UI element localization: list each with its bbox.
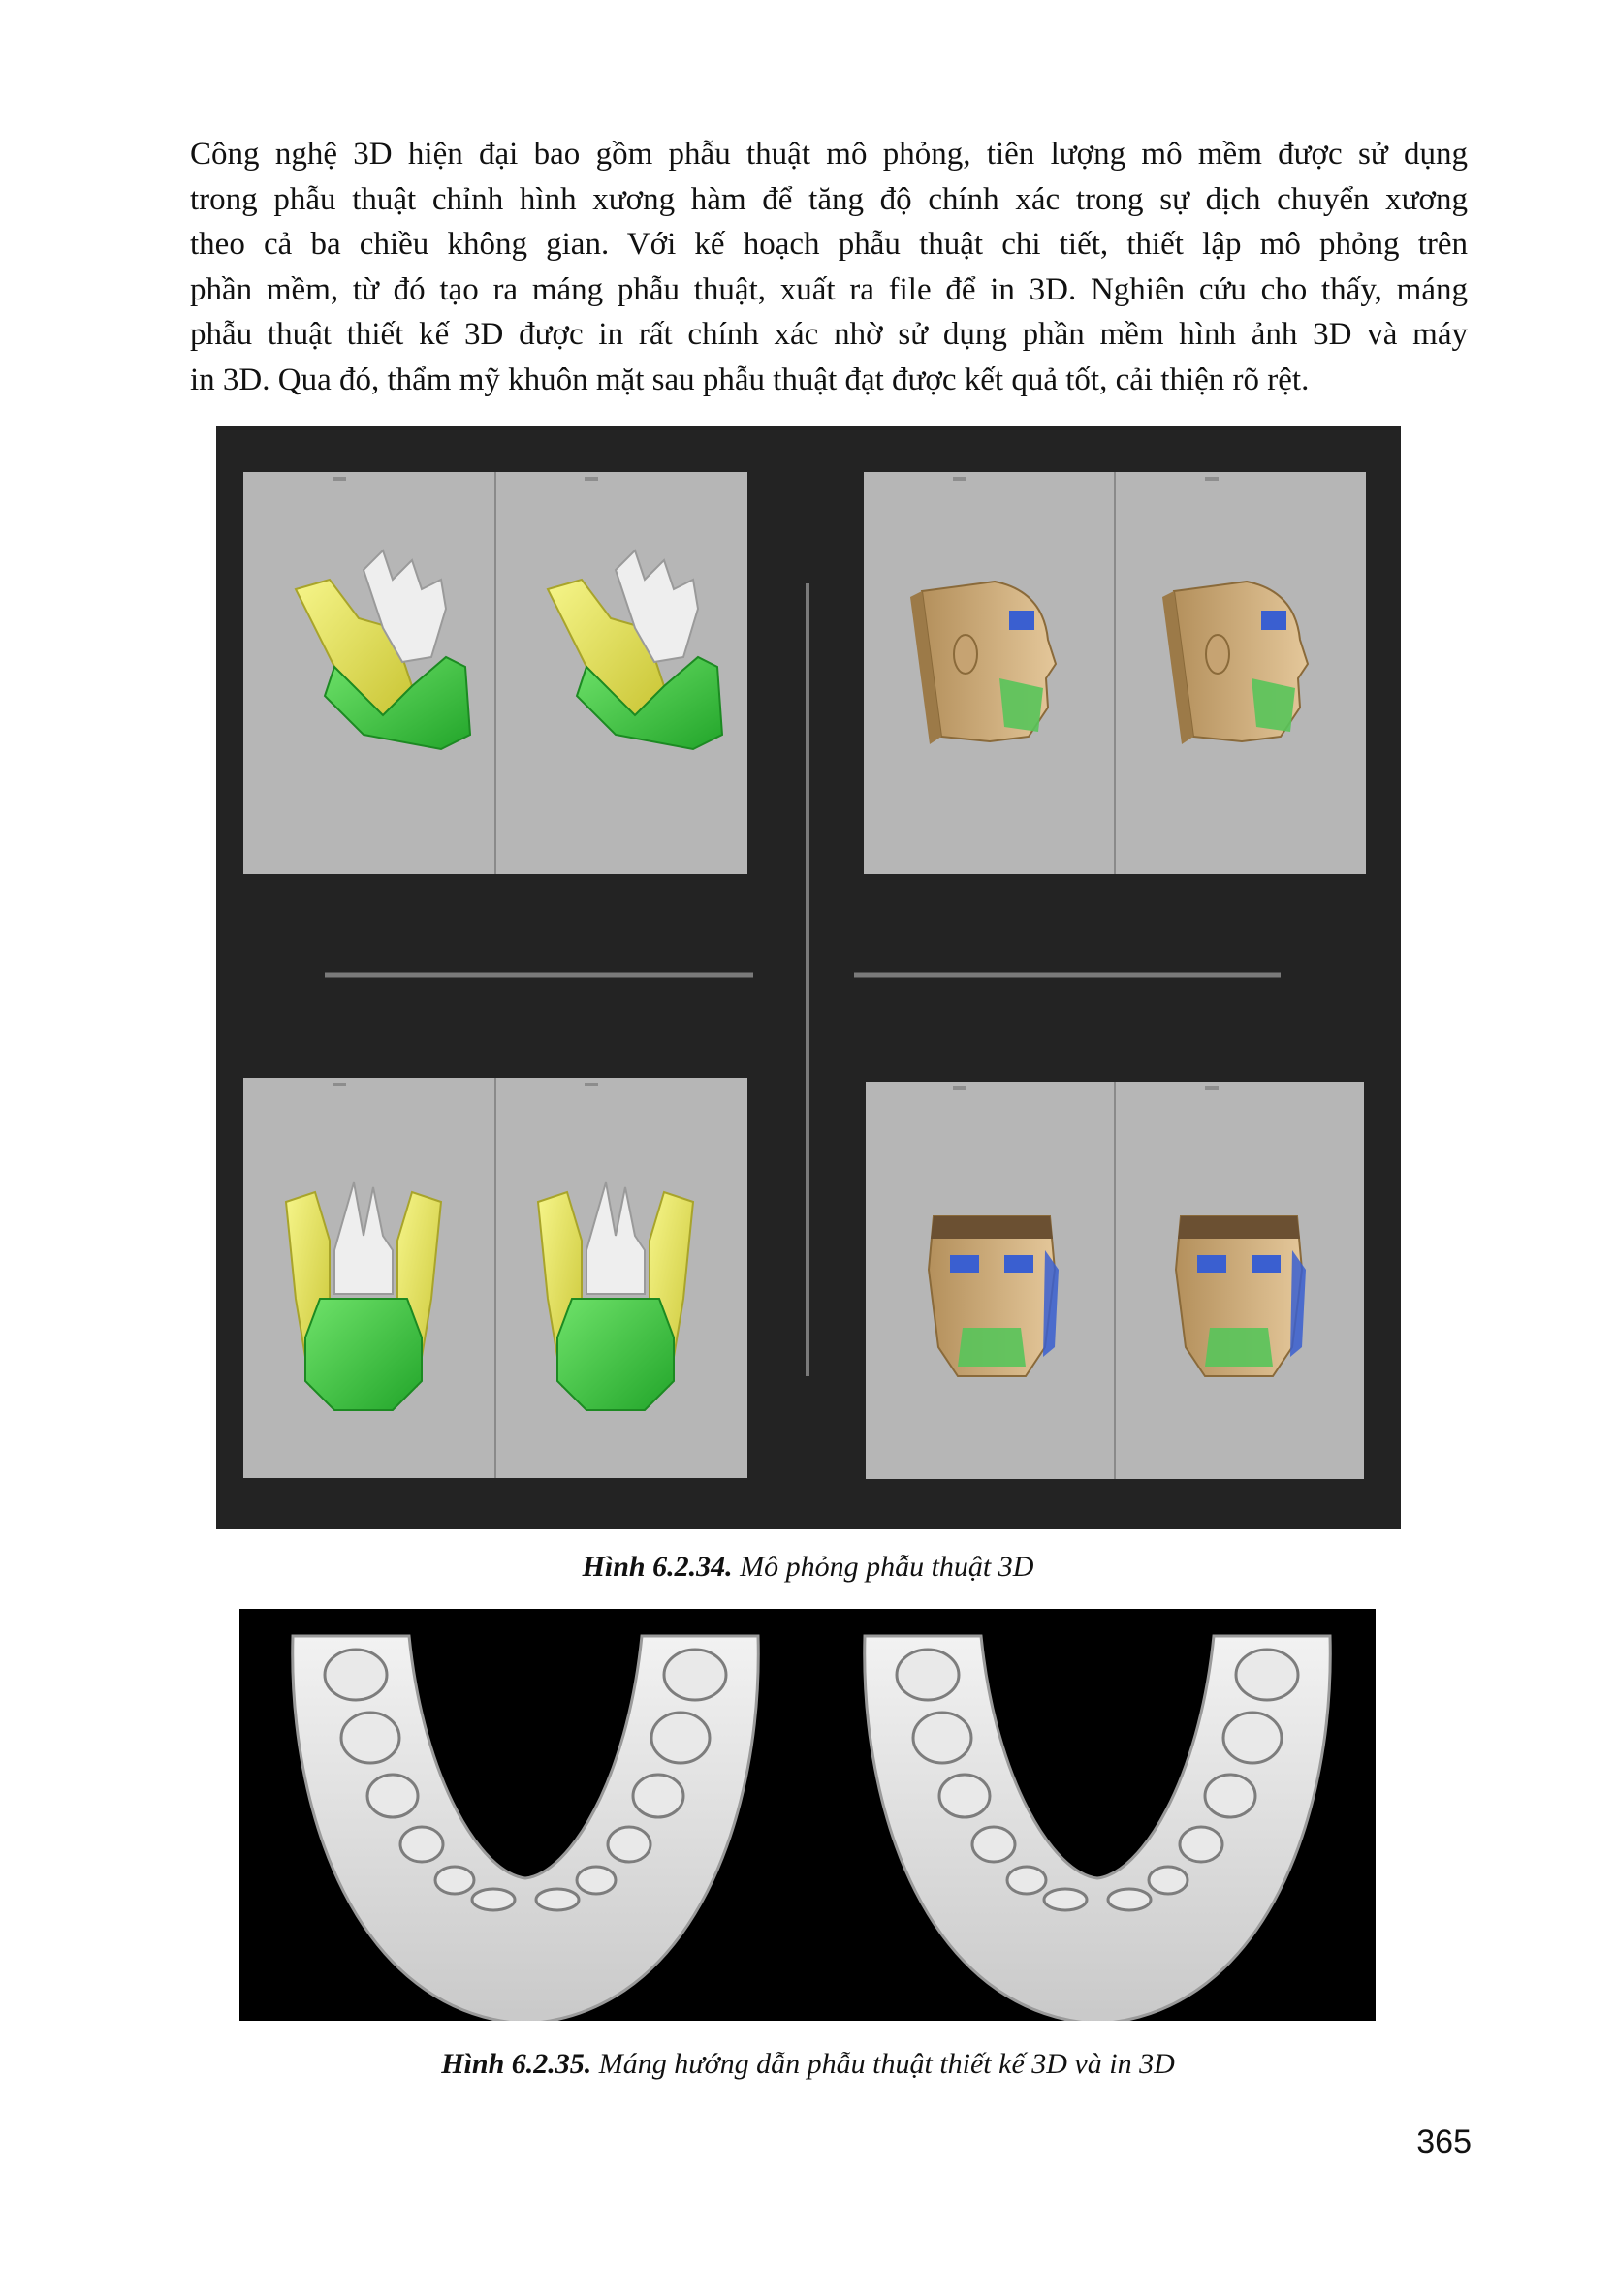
body-line: trong phẫu thuật chỉnh hình xương hàm để tăng độ chính xác trong sự dịch chuyển xương [190,181,1468,217]
splint-image [239,1609,1376,2021]
figure-surgical-splint [239,1609,1376,2021]
figure-2-caption-text: Máng hướng dẫn phẫu thuật thiết kế 3D và in 3D [591,2048,1175,2080]
body-line: in 3D. Qua đó, thẩm mỹ khuôn mặt sau phẫu thuật đạt được kết quả tốt, cải thiện rõ rệt. [190,362,1310,397]
figure-1-caption-text: Mô phỏng phẫu thuật 3D [732,1551,1034,1583]
body-line: Công nghệ 3D hiện đại bao gồm phẫu thuật mô phỏng, tiên lượng mô mềm được sử dụng [190,137,1468,172]
body-line: theo cả ba chiều không gian. Với kế hoạch phẫu thuật chi tiết, thiết lập mô phỏng trên [190,227,1468,262]
body-line: phần mềm, từ đó tạo ra máng phẫu thuật, xuất ra file để in 3D. Nghiên cứu cho thấy, máng [190,271,1468,307]
figure-1-caption [0,1551,1616,1584]
simulation-image [216,426,1401,1529]
figure-3d-simulation [216,426,1401,1529]
figure-2-label: Hình 6.2.35. [441,2048,592,2080]
body-paragraph [190,132,1468,402]
page-number: 365 [1416,2123,1472,2160]
body-line: phẫu thuật thiết kế 3D được in rất chính xác nhờ sử dụng phần mềm hình ảnh 3D và máy [190,317,1468,352]
figure-1-label: Hình 6.2.34. [582,1551,733,1583]
figure-2-caption [0,2048,1616,2081]
